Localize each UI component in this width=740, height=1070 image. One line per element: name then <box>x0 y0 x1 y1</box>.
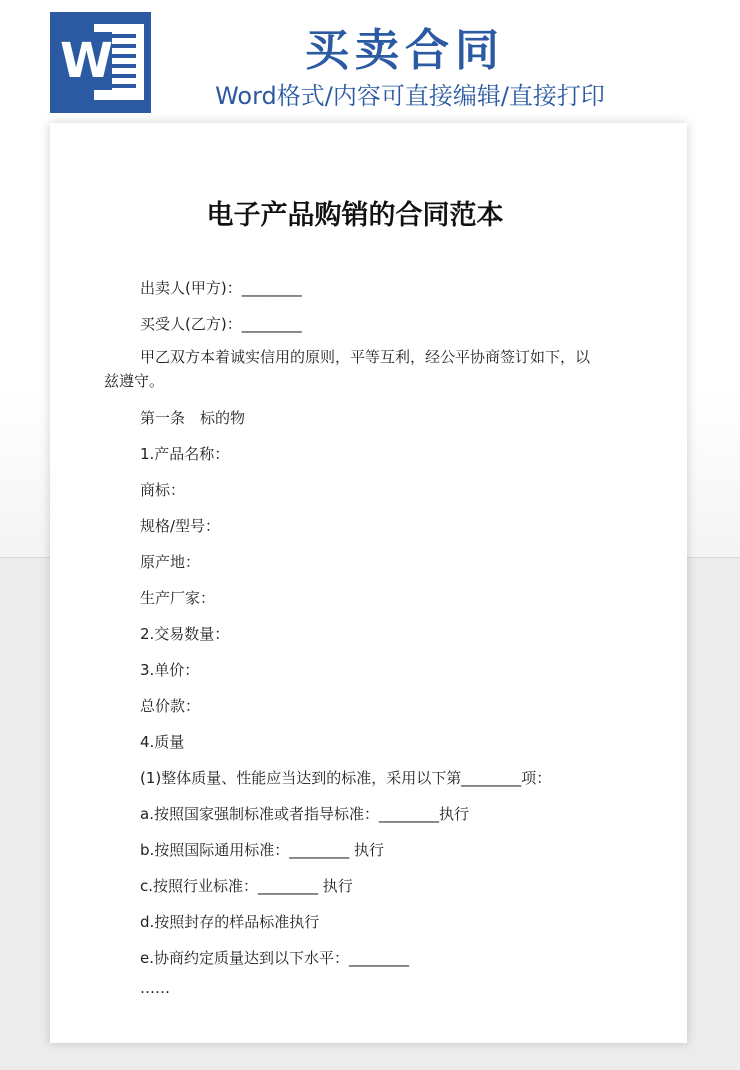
origin-line: 原产地： <box>140 553 201 571</box>
product-name-line: 1.产品名称： <box>140 445 230 463</box>
unit-price-line: 3.单价： <box>140 661 200 679</box>
buyer-line: 买受人(乙方)：________ <box>140 315 302 333</box>
trademark-line: 商标： <box>140 481 186 499</box>
header-subtitle: Word格式/内容可直接编辑/直接打印 <box>215 82 605 110</box>
quantity-line: 2.交易数量： <box>140 625 230 643</box>
quality-option-a: a.按照国家强制标准或者指导标准：________执行 <box>140 805 469 823</box>
preamble-paragraph: 甲乙双方本着诚实信用的原则，平等互利，经公平协商签订如下，以兹遵守。 <box>104 348 591 390</box>
quality-heading: 4.质量 <box>140 733 185 751</box>
quality-option-e: e.协商约定质量达到以下水平：________ <box>140 949 409 967</box>
document-title: 电子产品购销的合同范本 <box>206 200 504 231</box>
quality-standard-line: (1)整体质量、性能应当达到的标准，采用以下第________项： <box>140 769 552 787</box>
ellipsis: …… <box>140 979 170 997</box>
total-price-line: 总价款： <box>140 697 201 715</box>
quality-option-c: c.按照行业标准：________ 执行 <box>140 877 353 895</box>
quality-option-d: d.按照封存的样品标准执行 <box>140 913 320 931</box>
seller-line: 出卖人(甲方)：________ <box>140 279 302 297</box>
article-heading: 第一条 标的物 <box>140 409 246 427</box>
word-logo-letter: W <box>60 33 113 89</box>
word-icon <box>50 12 151 113</box>
header-title: 买卖合同 <box>305 25 505 76</box>
document-page <box>50 123 687 1043</box>
manufacturer-line: 生产厂家： <box>140 589 216 607</box>
spec-line: 规格/型号： <box>140 517 221 535</box>
quality-option-b: b.按照国际通用标准：________ 执行 <box>140 841 385 859</box>
